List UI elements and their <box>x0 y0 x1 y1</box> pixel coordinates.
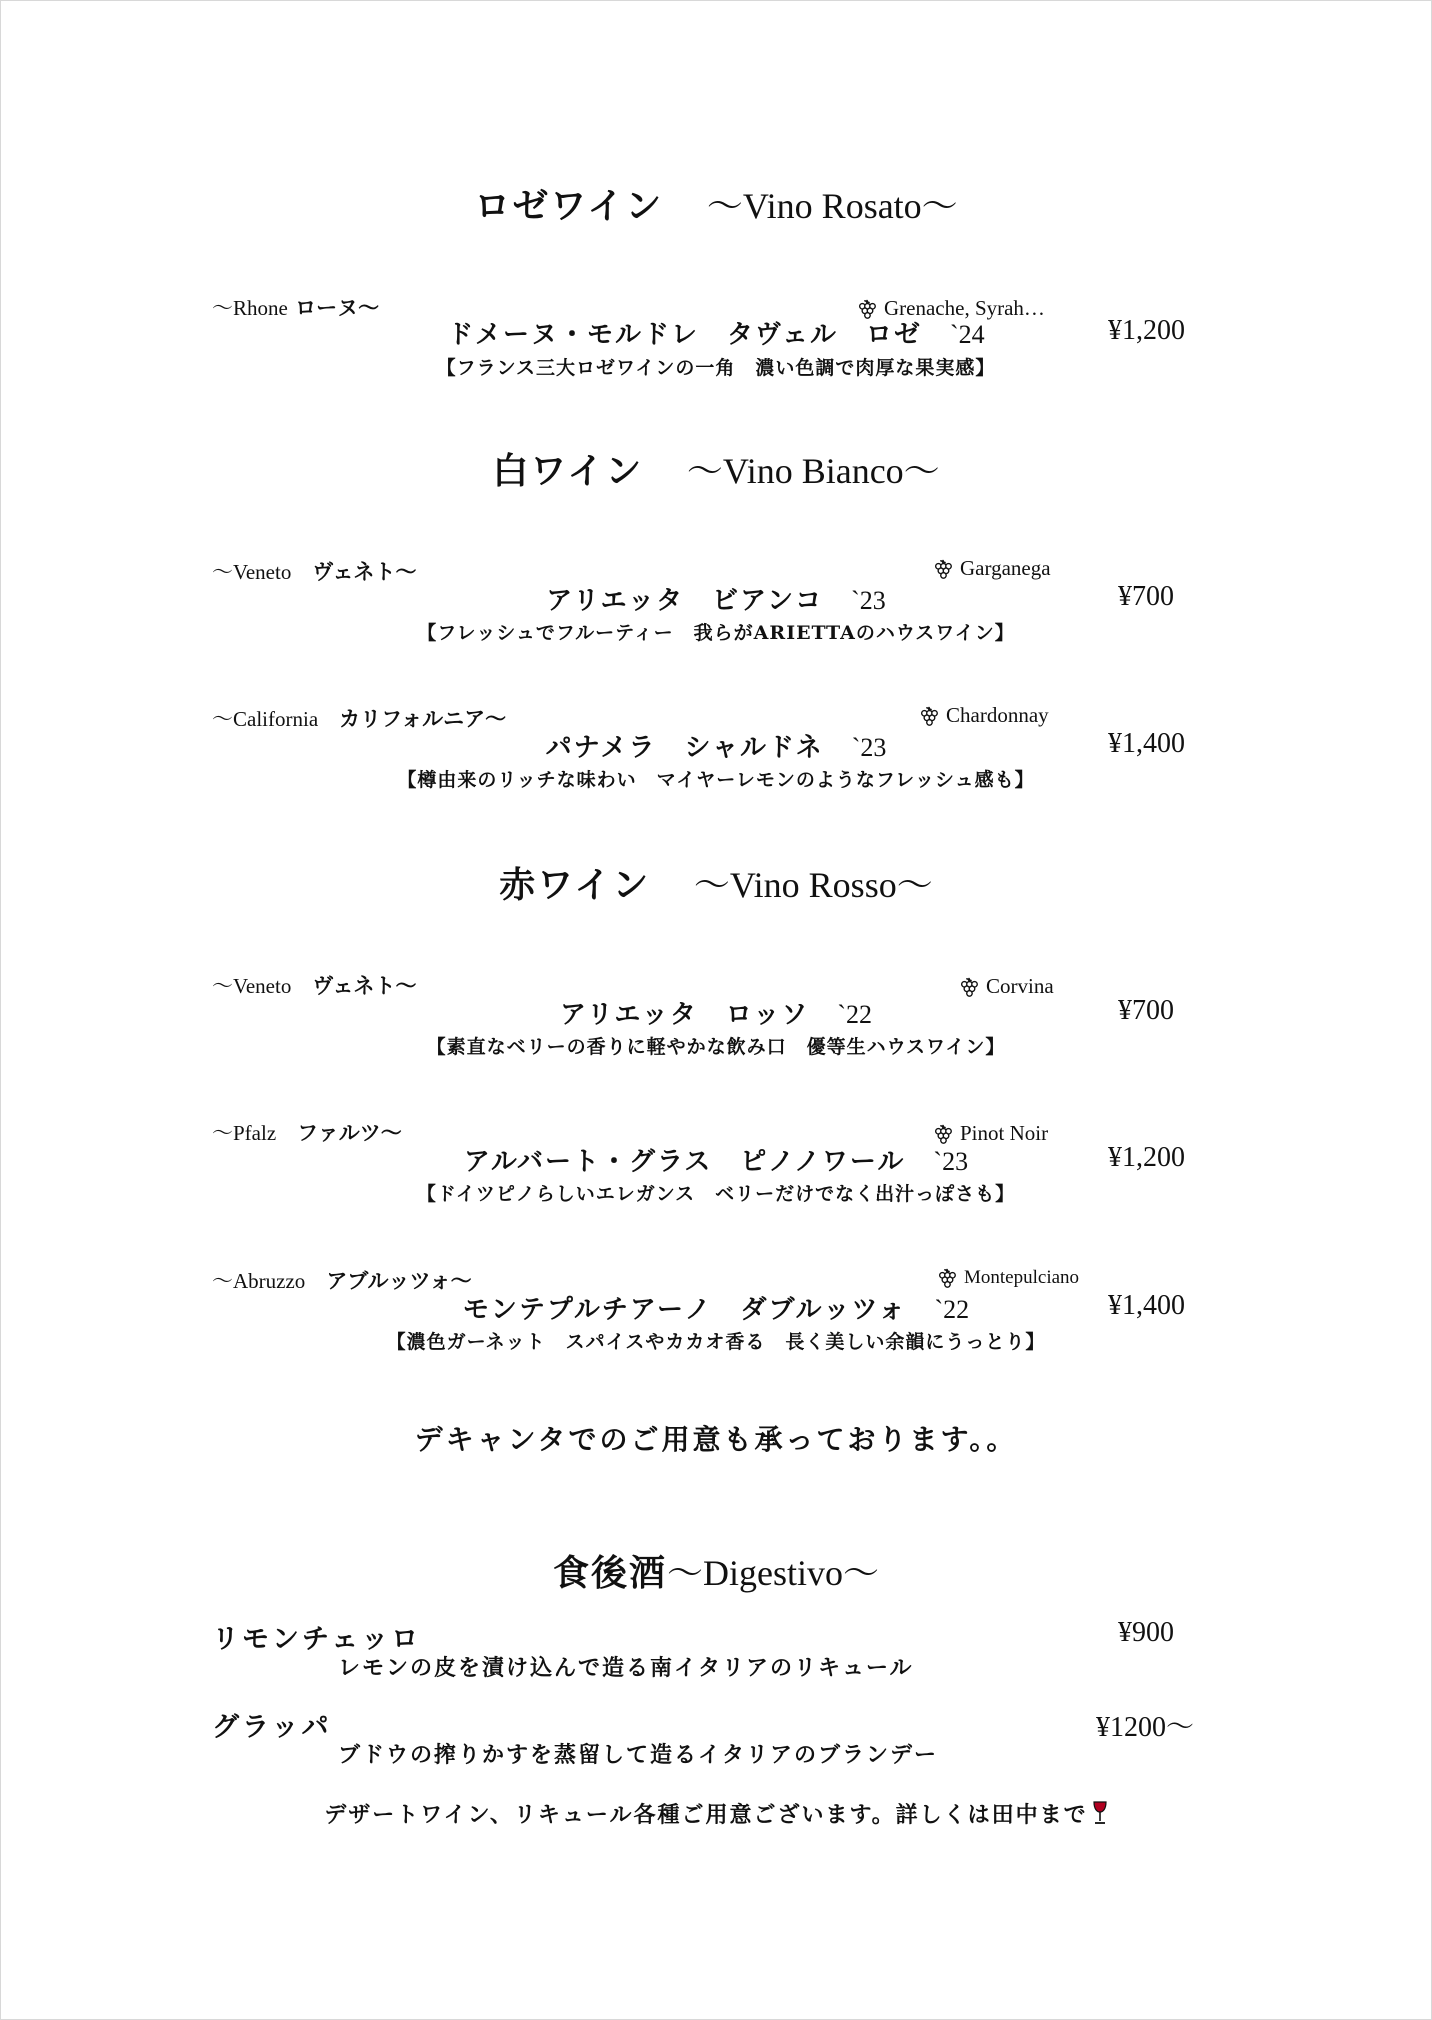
region-latin: ～Abruzzo <box>212 1269 306 1293</box>
wine-name <box>0 1141 1432 1178</box>
digestivo-name: グラッパ <box>212 1712 332 1743</box>
grape-variety: Montepulciano <box>964 1267 1080 1288</box>
section-title-digestivo <box>0 1545 1432 1596</box>
wine-name <box>0 727 1432 764</box>
region-jp: アブルッツォ～ <box>326 1268 472 1293</box>
section-title-bianco-jp: 白ワイン <box>492 450 644 492</box>
wine-name-text: モンテプルチアーノ ダブルッツォ <box>462 1295 907 1325</box>
wine-description: 【素直なベリーの香りに軽やかな飲み口 優等生ハウスワイン】 <box>426 1036 1006 1058</box>
region-latin: ～Pfalz <box>212 1121 277 1145</box>
wine-name-text: アルバート・グラス ピノノワール <box>463 1147 906 1177</box>
section-title-rosato <box>0 178 1432 229</box>
footer-note-text: デザートワイン、リキュール各種ご用意ございます。詳しくは田中まで <box>324 1802 1088 1828</box>
wine-name <box>0 1289 1432 1326</box>
region-jp: ヴェネト～ <box>312 559 417 584</box>
wine-price: ¥700 <box>1118 581 1174 612</box>
grape-variety: Garganega <box>960 556 1051 580</box>
wine-year: `24 <box>950 320 985 349</box>
wine-glass-icon <box>1092 1800 1108 1832</box>
wine-name <box>0 580 1432 617</box>
wine-price: ¥1,200 <box>1108 1142 1185 1173</box>
grape-icon <box>918 705 940 727</box>
wine-grape <box>936 1267 1079 1289</box>
region-jp: ファルツ～ <box>297 1120 402 1145</box>
wine-price: ¥1,200 <box>1108 315 1185 346</box>
wine-description: 【樽由来のリッチな味わい マイヤーレモンのようなフレッシュ感も】 <box>397 769 1035 791</box>
section-title-digestivo-jp: 食後酒 <box>552 1552 667 1594</box>
digestivo-description: ブドウの搾りかすを蒸留して造るイタリアのブランデー <box>338 1742 939 1768</box>
region-jp: カリフォルニア～ <box>339 706 507 731</box>
wine-description: 【濃色ガーネット スパイスやカカオ香る 長く美しい余韻にうっとり】 <box>386 1331 1046 1353</box>
digestivo-price: ¥900 <box>1118 1617 1174 1648</box>
region-jp: ヴェネト～ <box>312 973 417 998</box>
grape-variety: Corvina <box>986 974 1054 998</box>
grape-icon <box>932 558 954 580</box>
section-title-bianco-latin: ～Vino Bianco～ <box>686 451 940 491</box>
region-latin: ～Veneto <box>212 560 292 584</box>
section-title-rosato-jp: ロゼワイン <box>474 185 664 227</box>
wine-year: `23 <box>851 586 886 615</box>
wine-description: 【フレッシュでフルーティー 我らがARIETTAのハウスワイン】 <box>417 622 1015 644</box>
wine-name-text: アリエッタ ロッソ <box>559 1000 810 1030</box>
wine-name-text: アリエッタ ビアンコ <box>546 586 824 616</box>
region-jp: ローヌ～ <box>295 295 380 320</box>
grape-icon <box>936 1267 958 1289</box>
wine-year: `22 <box>837 1000 873 1029</box>
wine-name <box>0 994 1432 1031</box>
digestivo-name: リモンチェッロ <box>212 1624 422 1655</box>
footer-note <box>0 1798 1432 1832</box>
section-title-rosato-latin: ～Vino Rosato～ <box>706 186 958 226</box>
grape-variety: Chardonnay <box>946 703 1049 727</box>
wine-price: ¥1,400 <box>1108 728 1185 759</box>
wine-name <box>0 314 1432 351</box>
region-latin: ～Rhone <box>212 296 288 320</box>
wine-grape <box>918 703 1049 728</box>
wine-grape <box>932 556 1051 581</box>
wine-price: ¥1,400 <box>1108 1290 1185 1321</box>
wine-year: `22 <box>934 1295 970 1324</box>
decanter-note: デキャンタでのご用意も承っております。。 <box>414 1423 1018 1456</box>
digestivo-price: ¥1200～ <box>1096 1712 1195 1743</box>
wine-name-text: ドメーヌ・モルドレ タヴェル ロゼ <box>447 320 922 350</box>
section-title-rosso <box>0 857 1432 908</box>
section-title-digestivo-latin: ～Digestivo～ <box>667 1553 879 1593</box>
wine-description: 【フランス三大ロゼワインの一角 濃い色調で肉厚な果実感】 <box>436 357 996 379</box>
wine-description: 【ドイツピノらしいエレガンス ベリーだけでなく出汁っぽさも】 <box>416 1183 1016 1205</box>
wine-name-text: パナメラ シャルドネ <box>545 733 824 763</box>
grape-variety: Pinot Noir <box>960 1121 1049 1145</box>
section-title-bianco <box>0 443 1432 494</box>
section-title-rosso-jp: 赤ワイン <box>499 864 651 906</box>
region-latin: ～California <box>212 707 319 731</box>
section-title-rosso-latin: ～Vino Rosso～ <box>693 865 933 905</box>
digestivo-description: レモンの皮を漬け込んで造る南イタリアのリキュール <box>338 1655 914 1681</box>
grape-variety: Grenache, Syrah… <box>884 296 1045 320</box>
region-latin: ～Veneto <box>212 974 292 998</box>
wine-price: ¥700 <box>1118 995 1174 1026</box>
wine-year: `23 <box>933 1147 969 1176</box>
wine-year: `23 <box>851 733 887 762</box>
